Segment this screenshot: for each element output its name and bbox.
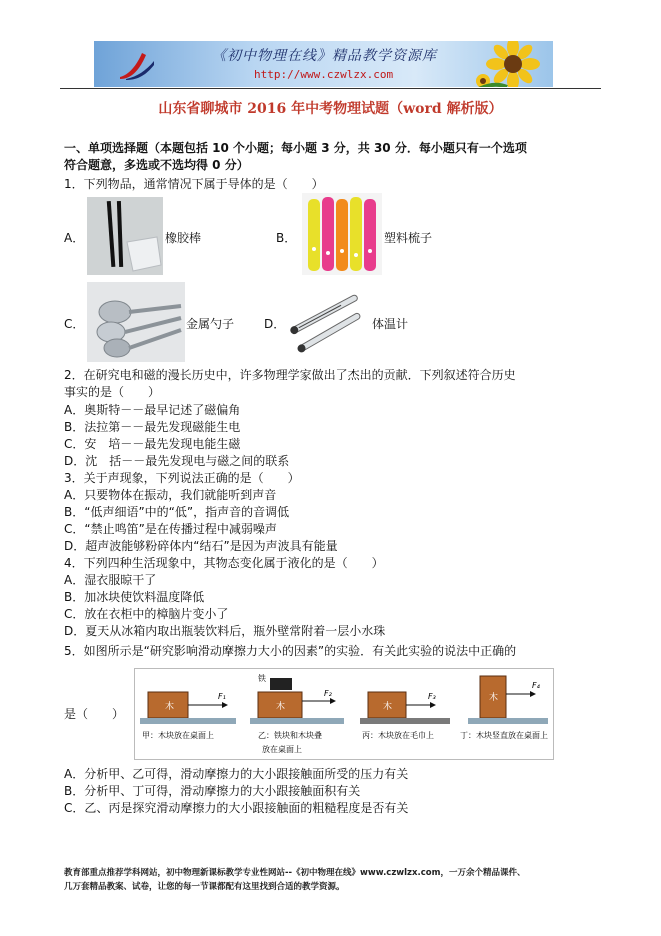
- q1-option-a-label: A．: [64, 231, 85, 245]
- question-1-stem: 1．下列物品，通常情况下属于导体的是（ ）: [64, 177, 324, 191]
- caption-ding: 丁：木块竖直放在桌面上: [460, 731, 548, 740]
- q5-option-c: C．乙、丙是探究滑动摩擦力的大小跟接触面的粗糙程度是否有关: [64, 801, 409, 815]
- force-label: F₃: [428, 692, 436, 701]
- q3-option-a: A．只要物体在振动，我们就能听到声音: [64, 488, 277, 502]
- q3-option-b: B．“低声细语”中的“低”，指声音的音调低: [64, 505, 290, 519]
- page-footer: [64, 866, 604, 894]
- caption-jia: 甲：木块放在桌面上: [142, 731, 214, 740]
- q2-option-d: D．沈 括－－最先发现电与磁之间的联系: [64, 454, 290, 468]
- q1-option-b-label: B．: [276, 231, 297, 245]
- force-label: F₄: [532, 681, 540, 690]
- q3-option-c: C．“禁止鸣笛”是在传播过程中减弱噪声: [64, 522, 277, 536]
- caption-yi-cont: 放在桌面上: [262, 745, 302, 754]
- q4-option-a: A．湿衣服晾干了: [64, 573, 157, 587]
- force-label: F₁: [218, 692, 226, 701]
- question-2-stem: 2．在研究电和磁的漫长历史中，许多物理学家做出了杰出的贡献．下列叙述符合历史: [64, 368, 516, 382]
- footer-line-2: 几万套精品教案、试卷，让您的每一节课都配有这里找到合适的教学资源。: [64, 882, 345, 892]
- question-3-stem: 3．关于声现象，下列说法正确的是（ ）: [64, 471, 300, 485]
- header-banner: [94, 41, 553, 87]
- q2-option-c: C．安 培－－最先发现电能生磁: [64, 437, 241, 451]
- section-heading-cont: 符合题意，多选或不选均得 0 分）: [64, 158, 249, 172]
- sunflower-icon: [473, 41, 549, 87]
- footer-line-1: 教育部重点推荐学科网站，初中物理新课标教学专业性网站--《初中物理在线》www.czwlzx.com，一万余个精品课件、: [64, 868, 526, 878]
- q1-option-c-label: C．: [64, 317, 85, 331]
- page-title: 山东省聊城市 2016 年中考物理试题（word 解析版）: [158, 101, 503, 117]
- q1-option-c-text: 金属勺子: [186, 317, 235, 331]
- caption-bing: 丙：木块放在毛巾上: [362, 731, 434, 740]
- question-4-stem: 4．下列四种生活现象中，其物态变化属于液化的是（ ）: [64, 556, 384, 570]
- q4-option-b: B．加冰块使饮料温度降低: [64, 590, 205, 604]
- question-2-stem-cont: 事实的是（ ）: [64, 385, 161, 399]
- q2-option-b: B．法拉第－－最先发现磁能生电: [64, 420, 241, 434]
- q1-option-b-text: 塑料梳子: [384, 231, 433, 245]
- rubber-rod-icon: [87, 197, 163, 275]
- thermometer-icon: [288, 290, 370, 356]
- q2-option-a: A．奥斯特－－最早记述了磁偏角: [64, 403, 241, 417]
- iron-label: 铁: [258, 674, 266, 683]
- plastic-comb-icon: [302, 193, 382, 275]
- friction-experiment-figure: [134, 668, 554, 760]
- site-logo-icon: [116, 49, 156, 81]
- force-label: F₂: [324, 689, 332, 698]
- q1-option-d-text: 体温计: [372, 317, 409, 331]
- q1-option-a-text: 橡胶棒: [165, 231, 202, 245]
- q1-option-d-label: D．: [264, 317, 286, 331]
- q5-option-b: B．分析甲、丁可得，滑动摩擦力的大小跟接触面积有关: [64, 784, 361, 798]
- banner-title: 《初中物理在线》精品教学资源库: [212, 48, 437, 64]
- wood-label: 木: [383, 702, 393, 712]
- q4-option-d: D．夏天从冰箱内取出瓶装饮料后，瓶外壁常附着一层小水珠: [64, 624, 386, 638]
- question-5-stem-cont: 是（ ）: [64, 707, 125, 721]
- banner-url[interactable]: http://www.czwlzx.com: [254, 68, 394, 81]
- question-5-stem: 5．如图所示是“研究影响滑动摩擦力大小的因素”的实验．有关此实验的说法中正确的: [64, 644, 517, 658]
- caption-yi: 乙：铁块和木块叠: [258, 731, 322, 740]
- q4-option-c: C．放在衣柜中的樟脑片变小了: [64, 607, 229, 621]
- wood-label: 木: [276, 702, 286, 712]
- q3-option-d: D．超声波能够粉碎体内“结石”是因为声波具有能量: [64, 539, 338, 553]
- header-rule: [60, 88, 601, 89]
- wood-label: 木: [489, 693, 499, 703]
- q5-option-a: A．分析甲、乙可得，滑动摩擦力的大小跟接触面所受的压力有关: [64, 767, 409, 781]
- wood-label: 木: [165, 702, 175, 712]
- section-heading: 一、单项选择题（本题包括 10 个小题；每小题 3 分，共 30 分．每小题只有一个选项: [64, 141, 527, 155]
- metal-spoon-icon: [87, 282, 185, 362]
